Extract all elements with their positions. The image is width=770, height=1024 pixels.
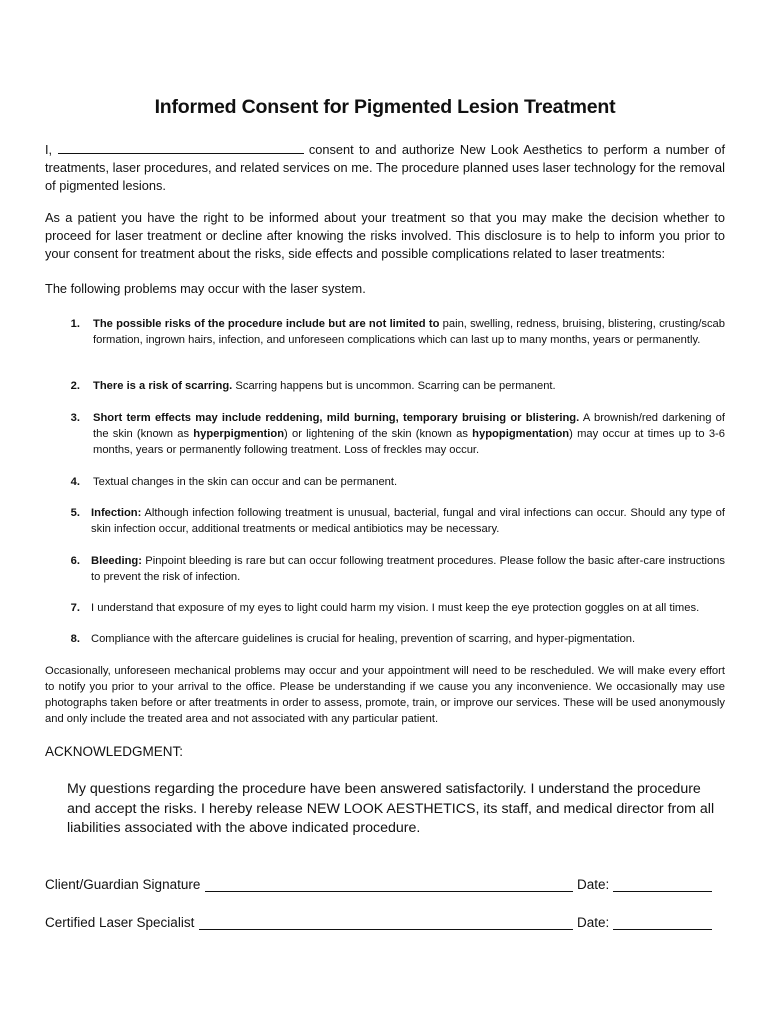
problems-heading: The following problems may occur with the laser system. bbox=[45, 281, 366, 296]
intro-paragraph bbox=[45, 140, 725, 195]
list-item-number: 8. bbox=[70, 633, 80, 645]
list-item-number: 5. bbox=[70, 507, 80, 519]
list-item-number: 3. bbox=[70, 412, 80, 424]
patient-name-field[interactable] bbox=[58, 140, 304, 154]
list-item-number: 7. bbox=[70, 602, 80, 614]
list-item-text: Infection: Although infection following treatment is unusual, bacterial, fungal and viral infections can occur. Should any type of skin infection occur, additional treatments or medical antibiotics may be necessary. bbox=[91, 507, 725, 535]
list-item-text: There is a risk of scarring. Scarring happens but is uncommon. Scarring can be permanent. bbox=[93, 380, 556, 392]
list-item-number: 1. bbox=[70, 318, 80, 330]
specialist-signature-field[interactable] bbox=[199, 929, 573, 930]
client-signature-label: Client/Guardian Signature bbox=[45, 877, 201, 892]
acknowledgment-text: My questions regarding the procedure have been answered satisfactorily. I understand the procedure and accept the risks. I hereby release NEW LOOK AESTHETICS, its staff, and medical director from all liabilities associated with the above indicated procedure. bbox=[67, 781, 715, 836]
list-item-text: Short term effects may include reddening, mild burning, temporary bruising or blistering. A brownish/red darkening of the skin (known as hyperpigmention) or lightening of the skin (known as hypopigmentation) may occur at times up to 3-6 months, years or permanently following treatment. Loss of freckles may occur. bbox=[93, 412, 726, 456]
list-item-text: I understand that exposure of my eyes to light could harm my vision. I must keep the eye protection goggles on at all times. bbox=[91, 602, 700, 614]
list-item-text: Textual changes in the skin can occur and can be permanent. bbox=[93, 476, 398, 488]
specialist-signature-row bbox=[45, 913, 725, 933]
list-item-text: Compliance with the aftercare guidelines is crucial for healing, prevention of scarring, and hyper-pigmentation. bbox=[91, 633, 636, 645]
list-item-text: Bleeding: Pinpoint bleeding is rare but can occur following treatment procedures. Please follow the basic after-care instructions to prevent the risk of infection. bbox=[91, 555, 725, 583]
document-title: Informed Consent for Pigmented Lesion Treatment bbox=[154, 96, 616, 118]
specialist-date-field[interactable] bbox=[613, 929, 712, 930]
list-item-text: The possible risks of the procedure include but are not limited to pain, swelling, redness, bruising, blistering, crusting/scab formation, ingrown hairs, infection, and unforeseen complications which can last up to many months, years or permanently. bbox=[93, 318, 725, 346]
specialist-date-label: Date: bbox=[577, 915, 610, 930]
acknowledgment-heading: ACKNOWLEDGMENT: bbox=[45, 744, 184, 759]
client-date-field[interactable] bbox=[613, 891, 712, 892]
intro-text: consent to and authorize New Look Aesthetics to perform a number of treatments, laser procedures, and related services on me. The procedure planned uses laser technology for the removal of pigmented lesions. bbox=[45, 142, 726, 193]
rights-paragraph: As a patient you have the right to be informed about your treatment so that you may make the decision whether to proceed for laser treatment or decline after knowing the risks involved. This disclosure is to help to inform you prior to your consent for treatment about the risks, side effects and possible complications related to laser treatments: bbox=[45, 210, 725, 261]
list-item-number: 4. bbox=[70, 476, 80, 488]
client-signature-row bbox=[45, 875, 725, 895]
list-item-number: 2. bbox=[70, 380, 80, 392]
rescheduling-photography-note: Occasionally, unforeseen mechanical problems may occur and your appointment will need to be rescheduled. We will make every effort to notify you prior to your arrival to the office. Please be understanding if we cause you any inconvenience. We occasionally may use photographs taken before or after treatments in order to assess, promote, train, or improve our services. These will be used anonymously and only include the treated area and not associated with any particular patient. bbox=[45, 665, 725, 725]
specialist-signature-label: Certified Laser Specialist bbox=[45, 915, 195, 930]
client-signature-field[interactable] bbox=[205, 891, 573, 892]
client-date-label: Date: bbox=[577, 877, 610, 892]
intro-prefix: I, bbox=[45, 142, 53, 157]
list-item-number: 6. bbox=[70, 555, 80, 567]
